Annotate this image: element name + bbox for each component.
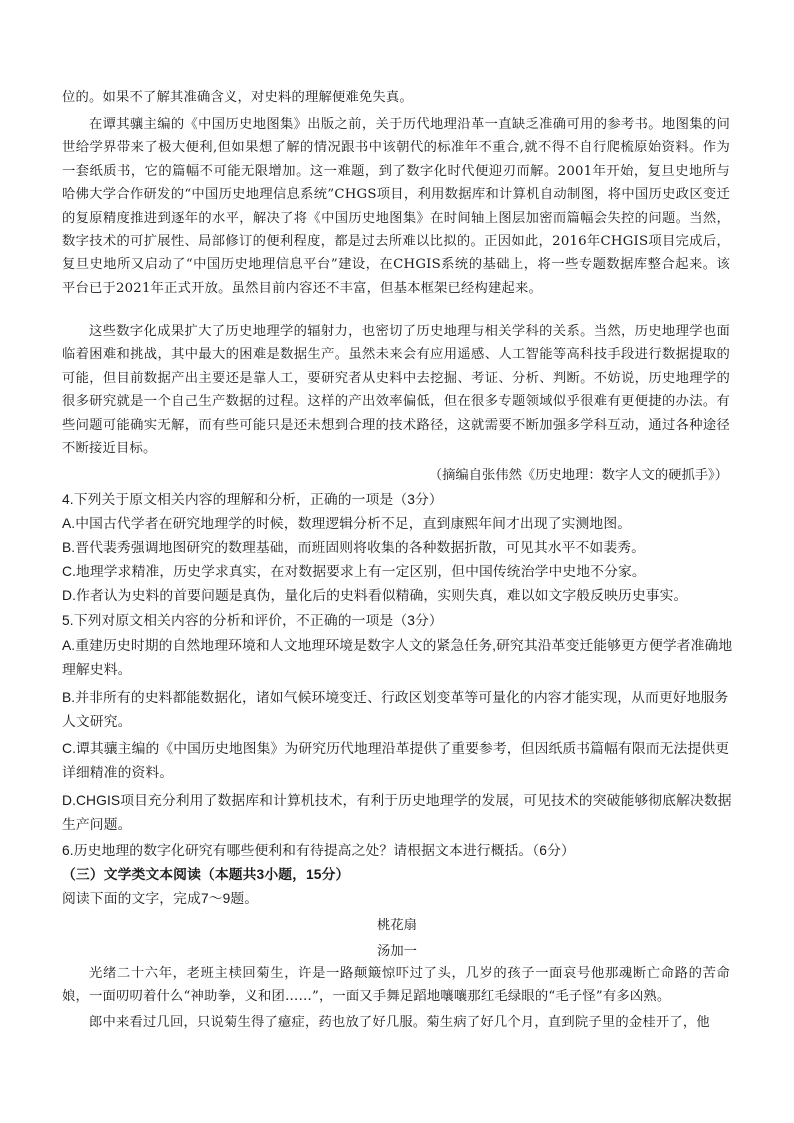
question-5-option-c: C.谭其骧主编的《中国历史地图集》为研究历代地理沿革提供了重要参考，但因纸质书篇幅有限而无法提供更详细精准的资料。	[62, 741, 730, 780]
passage-paragraph-0: 位的。如果不了解其准确含义，对史料的理解便难免失真。	[62, 90, 413, 105]
story-author: 汤加一	[377, 944, 417, 959]
story-paragraph-1: 光绪二十六年，老班主椟回菊生，许是一路颠簸惊吓过了头，几岁的孩子一面哀号他那魂断亡命路的苦命娘，一面叨叨着什么“神助拳，义和团……”，一面又手舞足蹈地嚷嚷那红毛绿眼的“毛子怪”有多凶熟。	[62, 966, 730, 1005]
question-4-option-b: B.晋代裴秀强调地图研究的数理基础，而班固则将收集的各种数据折散，可见其水平不如裴秀。	[62, 540, 646, 555]
question-4-option-d: D.作者认为史料的首要问题是真伪，量化后的史料看似精确，实则失真，难以如文字般反映历史事实。	[62, 588, 688, 603]
passage-source: （摘编自张伟然《历史地理：数字人文的硬抓手》）	[428, 468, 728, 483]
question-4-stem: 4.下列关于原文相关内容的理解和分析，正确的一项是（3分）	[62, 492, 443, 507]
question-5-option-a: A.重建历史时期的自然地理环境和人文地理环境是数字人文的紧急任务,研究其沿革变迁能够更方便学者准确地理解史料。	[62, 638, 733, 677]
question-5-option-d: D.CHGIS项目充分利用了数据库和计算机技术，有利于历史地理学的发展，可见技术的突破能够彻底解决数据生产问题。	[62, 793, 732, 832]
question-6-stem: 6.历史地理的数字化研究有哪些便利和有待提高之处？请根据文本进行概括。（6分）	[62, 843, 575, 858]
passage-paragraph-2: 这些数字化成果扩大了历史地理学的辐射力，也密切了历史地理与相关学科的关系。当然，历史地理学也面临着困难和挑战，其中最大的困难是数据生产。虽然未来会有应用遥感、人工智能等高科技手段进行数据提取的可能，但目前数据产出主要还是靠人工，要研究者从史料中去挖掘、考证、分析、判断。不妨说，历史地理学的很多研究就是一个自己生产数据的过程。这样的产出效率偏低，但在很多专题领域似乎很难有更便捷的办法。有些问题可能确实无解，而有些可能只是还未想到合理的技术路径，这就需要不断加强多学科互动，通过各种途径不断接近目标。	[62, 324, 730, 457]
section-3-heading: （三）文学类文本阅读（本题共3小题，15分）	[62, 867, 350, 882]
question-5-stem: 5.下列对原文相关内容的分析和评价，不正确的一项是（3分）	[62, 613, 443, 628]
story-title: 桃花扇	[377, 918, 417, 933]
story-paragraph-2: 郎中来看过几回，只说菊生得了癔症，药也放了好几服。菊生病了好几个月，直到院子里的金桂开了，他	[89, 1015, 710, 1030]
section-3-instruction: 阅读下面的文字，完成7～9题。	[62, 891, 259, 906]
question-5-option-b: B.并非所有的史料都能数据化，诸如气候环境变迁、行政区划变革等可量化的内容才能实现，从而更好地服务人文研究。	[62, 690, 729, 729]
question-4-option-a: A.中国古代学者在研究地理学的时候，数理逻辑分析不足，直到康熙年间才出现了实测地图。	[62, 516, 632, 531]
passage-paragraph-1: 在谭其骧主编的《中国历史地图集》出版之前，关于历代地理沿革一直缺乏准确可用的参考书。地图集的问世给学界带来了极大便利,但如果想了解的情况跟书中该朝代的标准年不重合,就不得不自行爬梳原始资料。作为一套纸质书，它的篇幅不可能无限增加。这一难题，到了数字化时代便迎刃而解。2001年开始，复旦史地所与哈佛大学合作研发的“中国历史地理信息系统”CHGS项目，利用数据库和计算机自动制图，将中国历史政区变迁的复原精度推进到逐年的水平，解决了将《中国历史地图集》在时间轴上图层加密而篇幅会失控的问题。当然，数字技术的可扩展性、局部修订的便利程度，都是过去所难以比拟的。正因如此，2016年CHGIS项目完成后，复旦史地所又启动了“中国历史地理信息平台”建设，在CHGIS系统的基础上，将一些专题数据库整合起来。该平台已于2021年正式开放。虽然目前内容还不丰富，但基本框架已经构建起来。	[62, 117, 730, 296]
question-4-option-c: C.地理学求精准，历史学求真实，在对数据要求上有一定区别，但中国传统治学中史地不分家。	[62, 564, 646, 579]
